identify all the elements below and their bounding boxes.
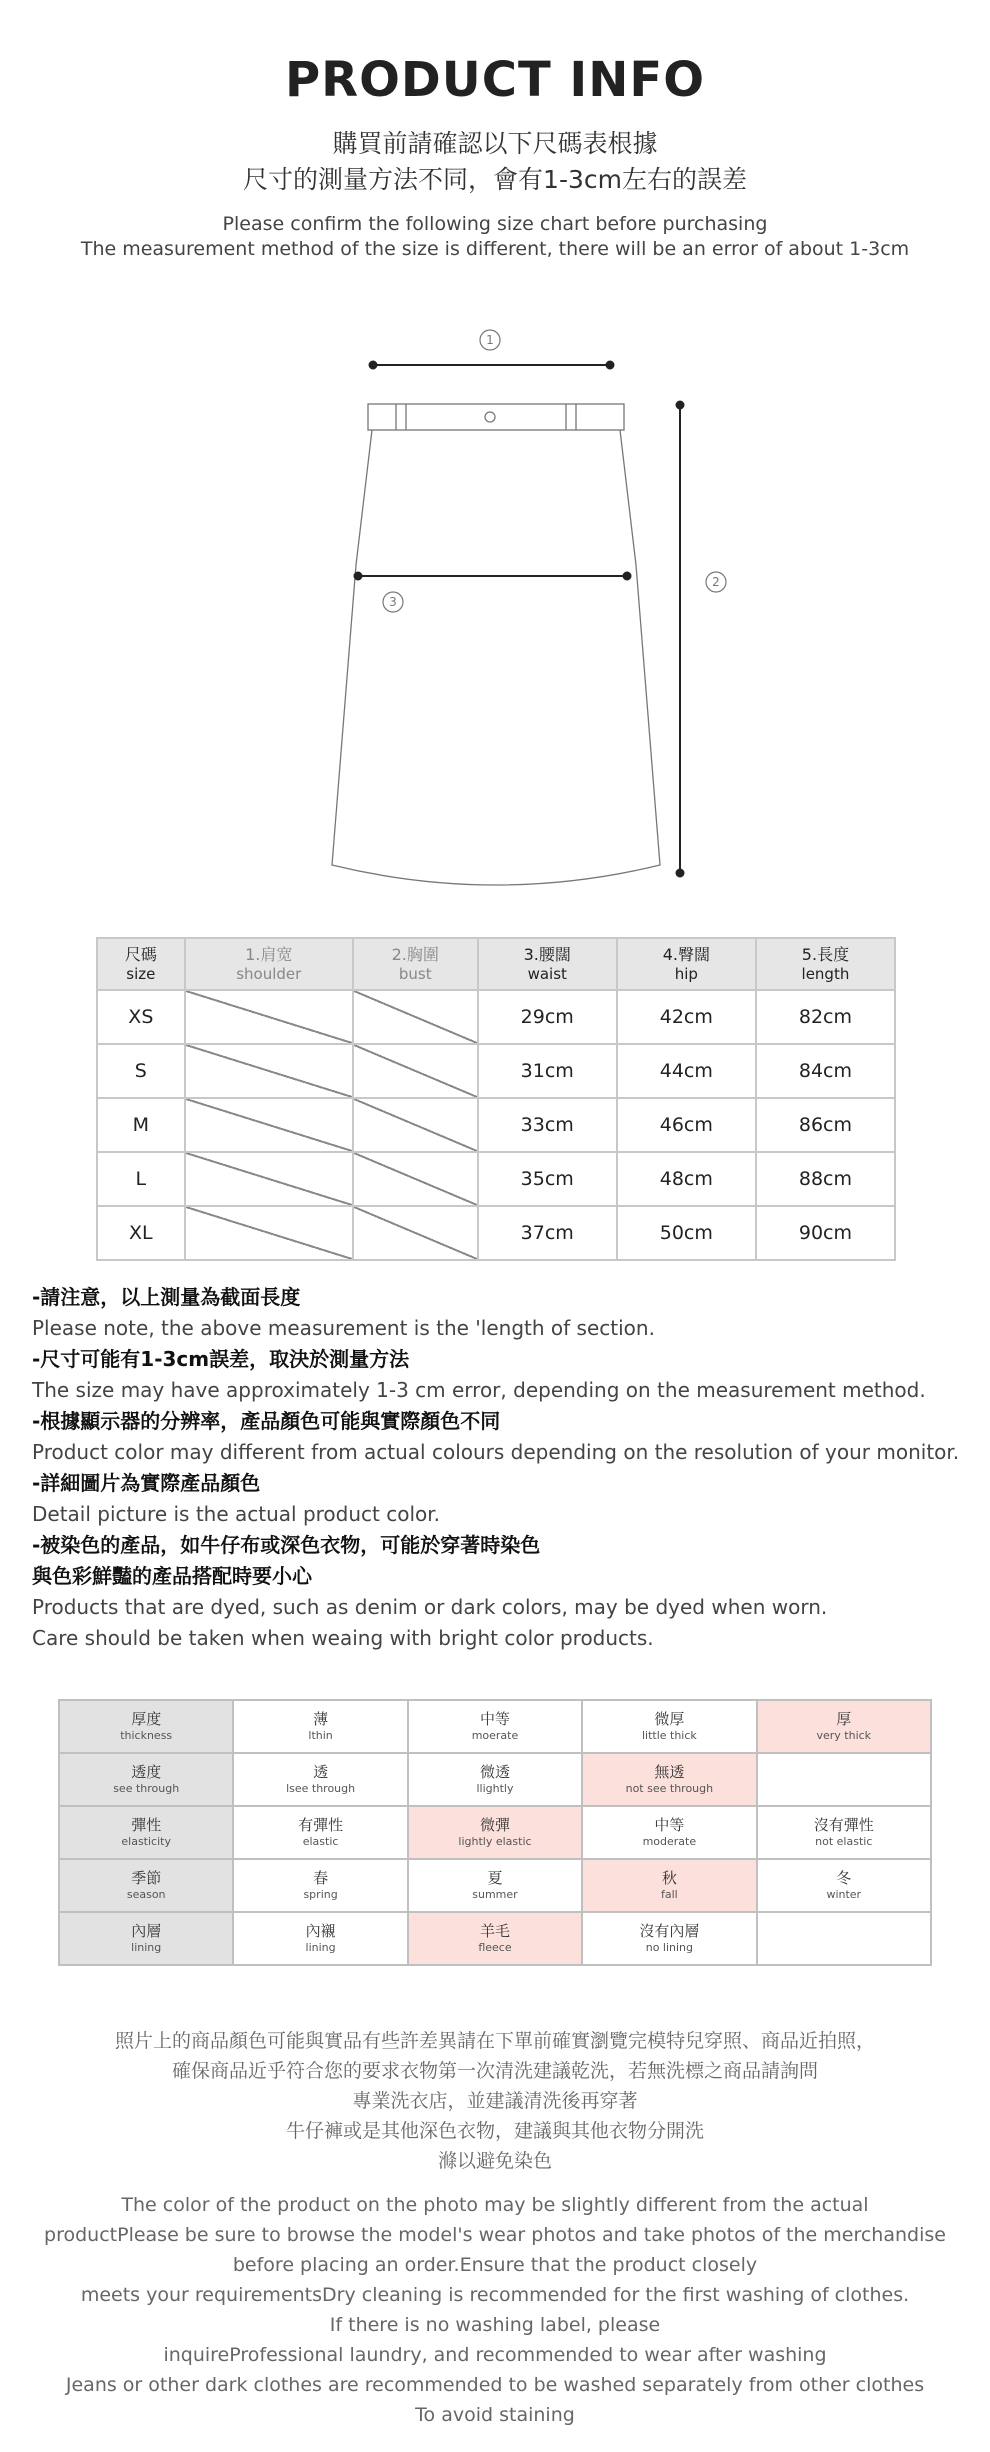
size-table: [96, 937, 896, 1261]
marker-1-label: 1: [486, 333, 494, 347]
cell-empty: [353, 1098, 478, 1152]
note-2-en: The size may have approximately 1-3 cm error, depending on the measurement method.: [32, 1378, 926, 1402]
cell-hip: 46cm: [617, 1098, 756, 1152]
option-cell-empty: [757, 1912, 931, 1965]
property-row-thickness: [59, 1700, 931, 1753]
note-4-zh: -詳細圖片為實際產品顏色: [32, 1471, 261, 1495]
cell-length: 84cm: [756, 1044, 895, 1098]
cell-length: 90cm: [756, 1206, 895, 1260]
footer-en-line: inquireProfessional laundry, and recommended to wear after washing: [163, 2344, 827, 2366]
cell-waist: 37cm: [478, 1206, 617, 1260]
skirt-measurement-diagram: [0, 0, 990, 900]
note-2-zh: -尺寸可能有1-3cm誤差，取決於測量方法: [32, 1347, 410, 1371]
footer-en-line: Jeans or other dark clothes are recommended to be washed separately from other clothes: [65, 2374, 925, 2396]
footer-en-line: meets your requirementsDry cleaning is recommended for the first washing of clothes.: [80, 2284, 910, 2306]
header-length: 5.長度 length: [756, 938, 895, 990]
table-row: [97, 1044, 895, 1098]
property-row-elasticity: [59, 1806, 931, 1859]
cell-size: M: [97, 1098, 185, 1152]
cell-empty: [185, 1152, 353, 1206]
cell-length: 82cm: [756, 990, 895, 1044]
label-season: 季節 season: [59, 1859, 233, 1912]
cell-waist: 31cm: [478, 1044, 617, 1098]
cell-empty: [353, 1206, 478, 1260]
size-table-header: [97, 938, 895, 990]
footer-zh-line: 專業洗衣店，並建議清洗後再穿著: [352, 2090, 638, 2112]
header-size: 尺碼 size: [97, 938, 185, 990]
note-5-zh-b: 與色彩鮮豔的產品搭配時要小心: [32, 1564, 312, 1588]
cell-size: L: [97, 1152, 185, 1206]
cell-hip: 42cm: [617, 990, 756, 1044]
option-cell: 透 lsee through: [233, 1753, 407, 1806]
skirt-body: [332, 430, 660, 885]
label-see-through: 透度 see through: [59, 1753, 233, 1806]
footer-zh-line: 確保商品近乎符合您的要求衣物第一次清洗建議乾洗，若無洗標之商品請詢問: [171, 2060, 818, 2082]
cell-empty: [185, 990, 353, 1044]
cell-empty: [353, 990, 478, 1044]
intro-en-line-2: The measurement method of the size is different, there will be an error of about 1-3cm: [80, 238, 910, 260]
option-cell: 春 spring: [233, 1859, 407, 1912]
cell-size: XS: [97, 990, 185, 1044]
option-cell: 沒有內層 no lining: [582, 1912, 756, 1965]
footer-en-line: To avoid staining: [415, 2404, 575, 2426]
cell-empty: [185, 1206, 353, 1260]
header-waist: 3.腰闊 waist: [478, 938, 617, 990]
footer-en-line: The color of the product on the photo may be slightly different from the actual: [121, 2194, 869, 2216]
footer-en-line: productPlease be sure to browse the model's wear photos and take photos of the merchandise: [44, 2224, 946, 2246]
option-cell: 冬 winter: [757, 1859, 931, 1912]
note-1-zh: -請注意，以上測量為截面長度: [32, 1285, 301, 1309]
option-cell-selected: 厚 very thick: [757, 1700, 931, 1753]
footer-en: [0, 2190, 990, 2430]
cell-length: 88cm: [756, 1152, 895, 1206]
cell-waist: 29cm: [478, 990, 617, 1044]
label-lining: 內層 lining: [59, 1912, 233, 1965]
property-row-season: [59, 1859, 931, 1912]
footer-zh-line: 滌以避免染色: [437, 2150, 552, 2172]
header-bust: 2.胸圍 bust: [353, 938, 478, 990]
marker-3-label: 3: [389, 595, 397, 609]
footer-en-line: before placing an order.Ensure that the product closely: [232, 2254, 758, 2276]
cell-empty: [353, 1044, 478, 1098]
option-cell-selected: 秋 fall: [582, 1859, 756, 1912]
note-5-en-b: Care should be taken when weaing with bright color products.: [32, 1626, 654, 1650]
note-5-en-a: Products that are dyed, such as denim or dark colors, may be dyed when worn.: [32, 1595, 828, 1619]
cell-waist: 35cm: [478, 1152, 617, 1206]
option-cell: 中等 moderate: [582, 1806, 756, 1859]
table-row: [97, 990, 895, 1044]
option-cell: 夏 summer: [408, 1859, 582, 1912]
note-3-en: Product color may different from actual colours depending on the resolution of your monitor.: [32, 1440, 960, 1464]
option-cell: 內襯 lining: [233, 1912, 407, 1965]
property-row-see-through: [59, 1753, 931, 1806]
table-row: [97, 1098, 895, 1152]
note-3-zh: -根據顯示器的分辨率，產品顏色可能與實際顏色不同: [32, 1409, 501, 1433]
footer-zh-line: 照片上的商品顏色可能與實品有些許差異請在下單前確實瀏覽完模特兒穿照、商品近拍照，: [114, 2030, 875, 2052]
property-row-lining: [59, 1912, 931, 1965]
header-hip: 4.臀闊 hip: [617, 938, 756, 990]
note-1-en: Please note, the above measurement is the 'length of section.: [32, 1316, 655, 1340]
intro-en-line-1: Please confirm the following size chart before purchasing: [222, 213, 768, 235]
option-cell: 中等 moerate: [408, 1700, 582, 1753]
option-cell: 有彈性 elastic: [233, 1806, 407, 1859]
table-row: [97, 1206, 895, 1260]
option-cell-selected: 無透 not see through: [582, 1753, 756, 1806]
option-cell-selected: 羊毛 fleece: [408, 1912, 582, 1965]
cell-empty: [185, 1098, 353, 1152]
label-elasticity: 彈性 elasticity: [59, 1806, 233, 1859]
cell-hip: 50cm: [617, 1206, 756, 1260]
page-title: PRODUCT INFO: [284, 52, 706, 108]
option-cell-empty: [757, 1753, 931, 1806]
cell-waist: 33cm: [478, 1098, 617, 1152]
intro-zh-line-1: 購買前請確認以下尺碼表根據: [332, 129, 658, 158]
cell-length: 86cm: [756, 1098, 895, 1152]
footer-zh: [0, 2026, 990, 2176]
option-cell-selected: 微彈 lightly elastic: [408, 1806, 582, 1859]
fabric-property-table: [58, 1699, 932, 1966]
table-row: [97, 1152, 895, 1206]
cell-size: XL: [97, 1206, 185, 1260]
cell-empty: [353, 1152, 478, 1206]
note-4-en: Detail picture is the actual product color.: [32, 1502, 440, 1526]
button-icon: [485, 412, 495, 422]
notes-section: [32, 1282, 972, 1654]
note-5-zh-a: -被染色的產品，如牛仔布或深色衣物，可能於穿著時染色: [32, 1533, 541, 1557]
footer-zh-line: 牛仔褲或是其他深色衣物，建議與其他衣物分開洗: [285, 2120, 704, 2142]
marker-2-label: 2: [712, 575, 720, 589]
intro-zh-line-2: 尺寸的測量方法不同，會有1-3cm左右的誤差: [243, 165, 747, 194]
cell-size: S: [97, 1044, 185, 1098]
option-cell: 微厚 little thick: [582, 1700, 756, 1753]
option-cell: 薄 lthin: [233, 1700, 407, 1753]
cell-hip: 48cm: [617, 1152, 756, 1206]
header-shoulder: 1.肩宽 shoulder: [185, 938, 353, 990]
cell-hip: 44cm: [617, 1044, 756, 1098]
option-cell: 微透 llightly: [408, 1753, 582, 1806]
option-cell: 沒有彈性 not elastic: [757, 1806, 931, 1859]
cell-empty: [185, 1044, 353, 1098]
label-thickness: 厚度 thickness: [59, 1700, 233, 1753]
footer-en-line: If there is no washing label, please: [329, 2314, 661, 2336]
